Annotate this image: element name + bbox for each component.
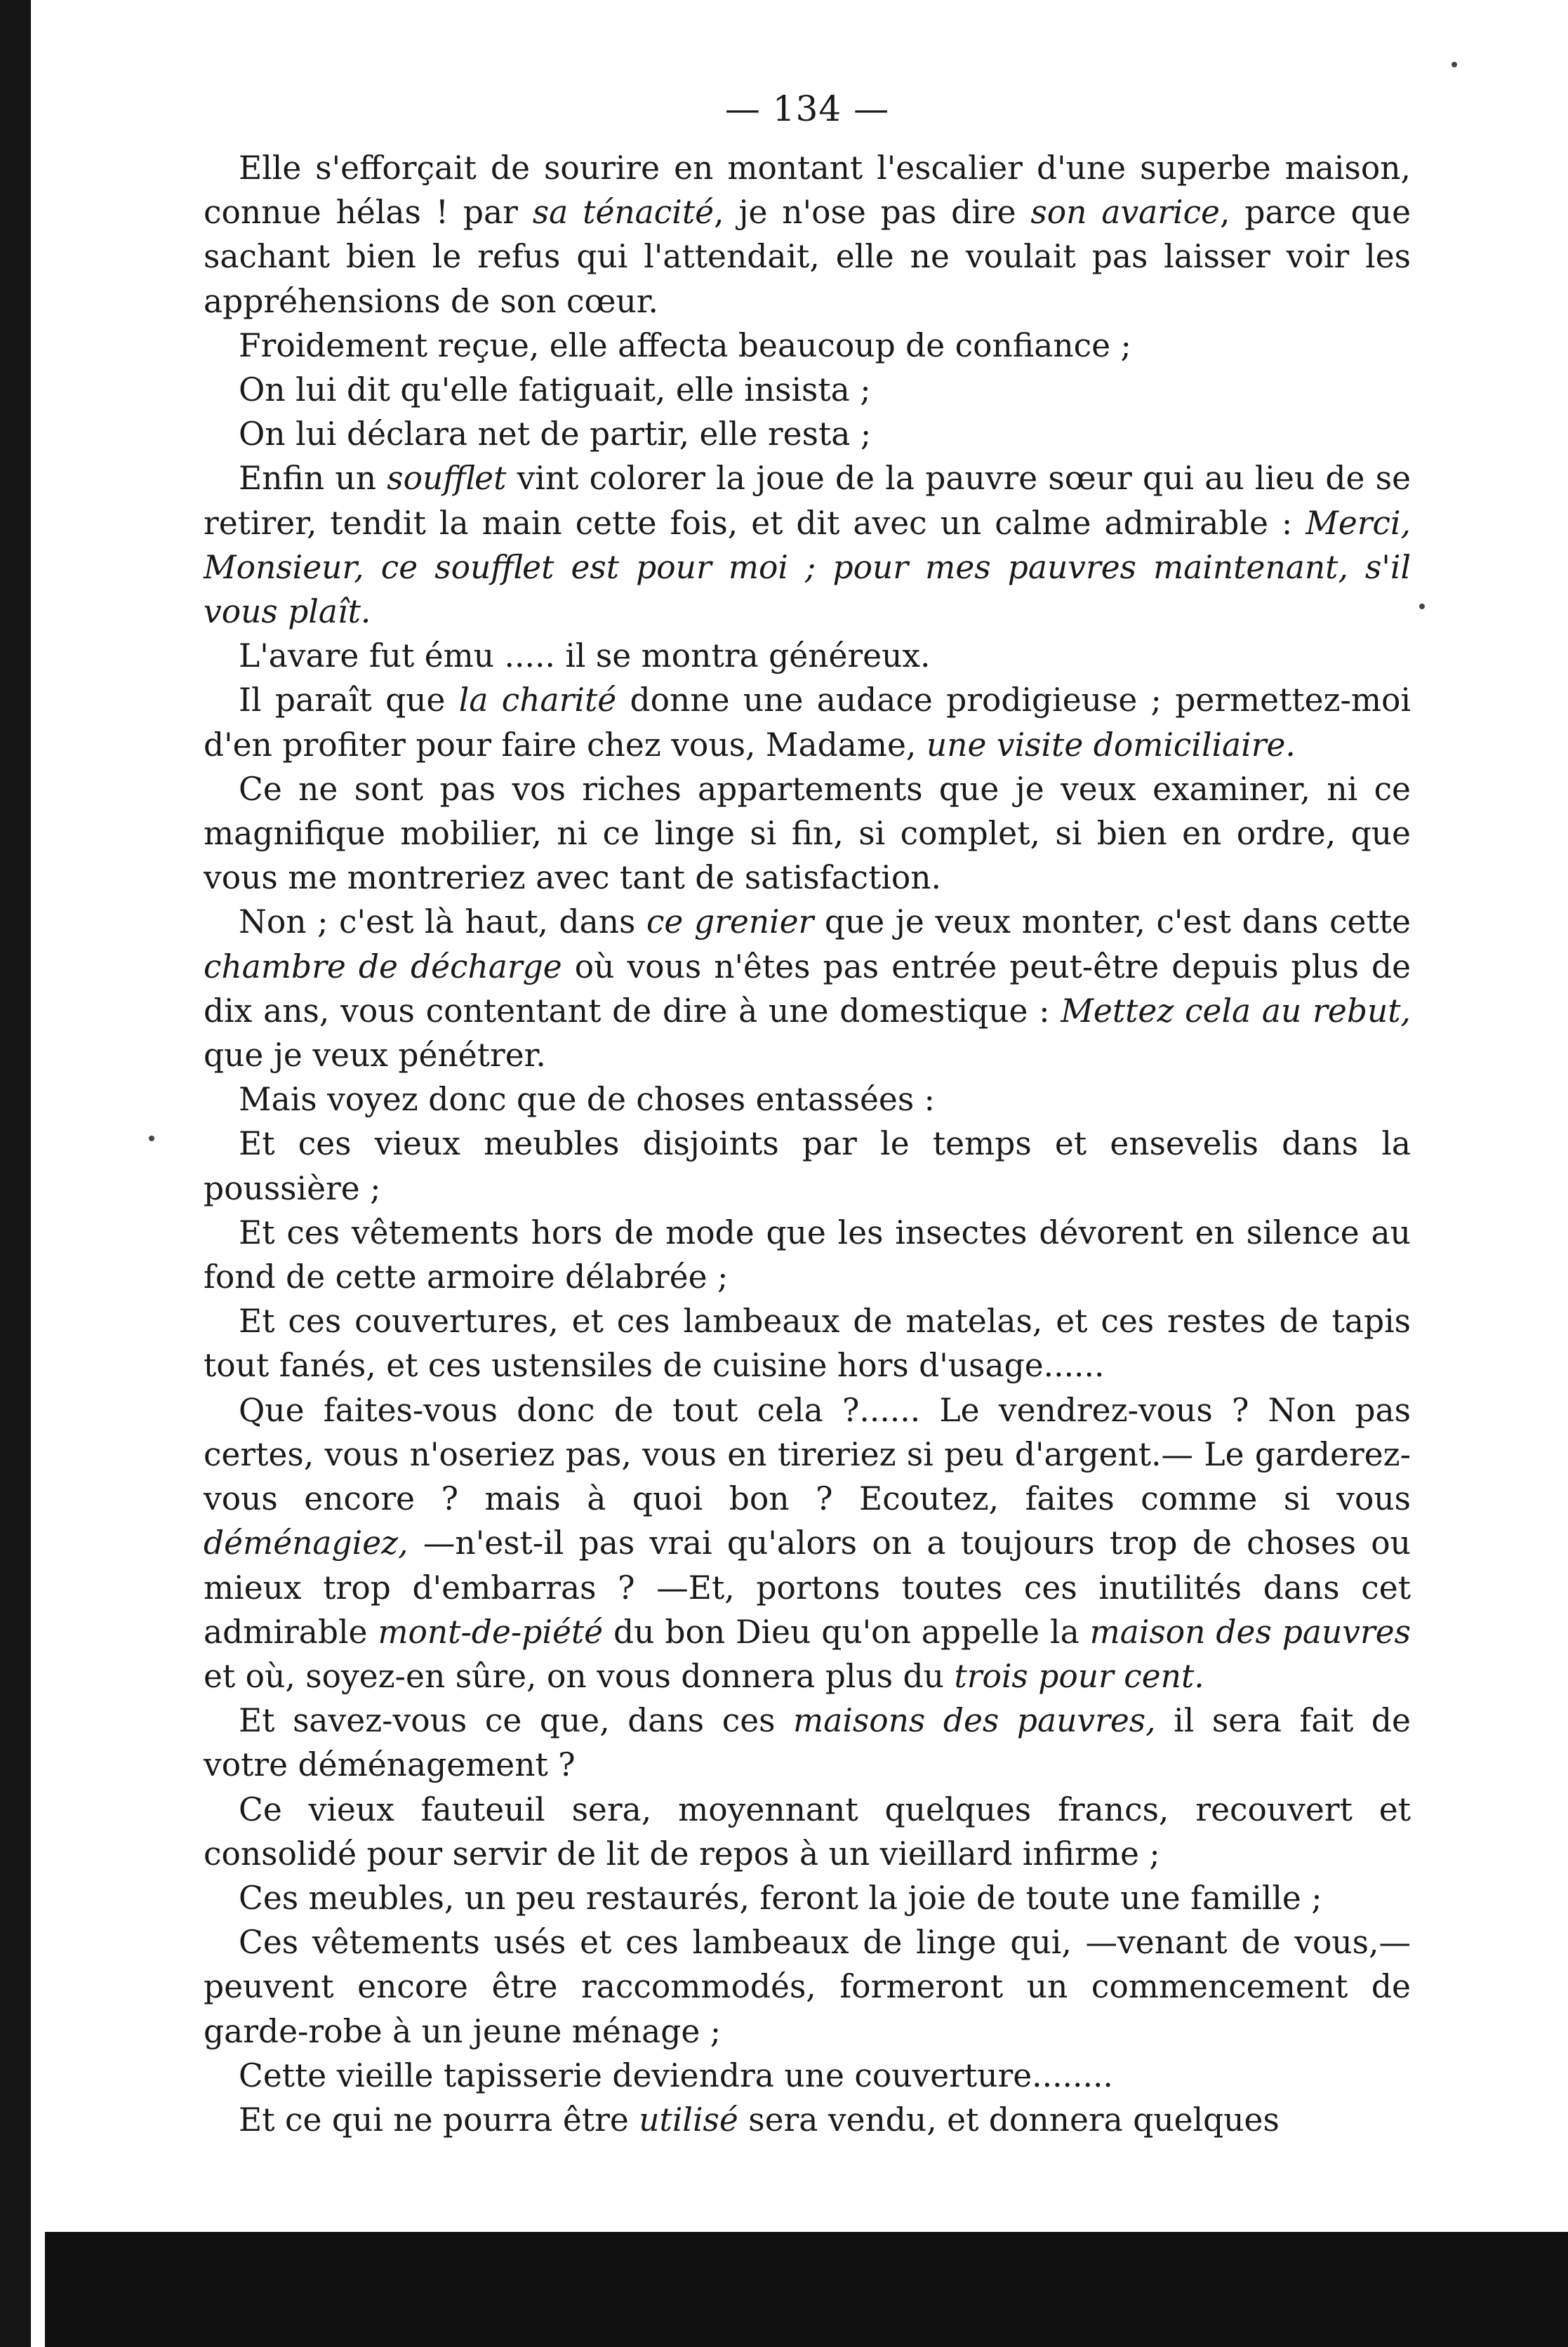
italic-text-run: son avarice xyxy=(1030,194,1220,232)
paragraph xyxy=(204,1876,1411,1920)
text-run: Enfin un xyxy=(239,460,387,498)
italic-text-run: soufflet xyxy=(387,460,507,498)
text-run: —n'est-il pas vrai qu'alors on a toujours trop de choses ou mieux trop d'embarras ? —Et, portons toutes ces inutilités dans cet admirable xyxy=(204,1524,1411,1651)
text-run: où vous n'êtes pas entrée peut-être depuis plus de dix ans, vous contentant de dire à une domestique : xyxy=(204,948,1411,1030)
italic-text-run: déménagiez, xyxy=(204,1524,408,1562)
paragraph xyxy=(204,456,1411,634)
paragraph xyxy=(204,1077,1411,1122)
text-run: que je veux monter, c'est dans cette xyxy=(813,903,1411,941)
text-run: Et savez-vous ce que, dans ces xyxy=(239,1702,794,1740)
paragraph xyxy=(204,2054,1411,2098)
text-run: il sera fait de votre déménagement ? xyxy=(204,1702,1411,1784)
italic-text-run: mont-de-piété xyxy=(378,1613,604,1651)
italic-text-run: Merci, Monsieur, ce soufflet est pour moi ; pour mes pauvres maintenant, s'il vous plaît. xyxy=(204,504,1411,631)
text-run: Non ; c'est là haut, dans xyxy=(239,903,646,941)
text-run: et où, soyez-en sûre, on vous donnera plus du xyxy=(204,1657,955,1695)
italic-text-run: Mettez cela au rebut, xyxy=(1061,992,1411,1030)
text-run: donne une audace prodigieuse ; permettez-moi d'en profiter pour faire chez vous, Madame, xyxy=(204,682,1411,764)
paragraph xyxy=(204,1920,1411,2054)
italic-text-run: utilisé xyxy=(639,2101,738,2139)
page-number: — 134 — xyxy=(724,88,890,129)
text-run: du bon Dieu qu'on appelle la xyxy=(603,1613,1090,1651)
text-run: Que faites-vous donc de tout cela ?...... Le vendrez-vous ? Non pas certes, vous n'oseriez pas, vous en tireriez si peu d'argent.— Le garderez-vous encore ? mais à quoi bon ? Ecoutez, faites comme si vous xyxy=(204,1391,1411,1518)
text-run: vint colorer la joue de la pauvre sœur qui au lieu de se retirer, tendit la main cette fois, et dit avec un calme admirable : xyxy=(204,460,1411,542)
text-run: Et ces vieux meubles disjoints par le temps et ensevelis dans la poussière ; xyxy=(204,1125,1411,1207)
italic-text-run: la charité xyxy=(458,682,617,719)
scan-left-margin-bar xyxy=(0,0,31,2347)
book-page xyxy=(204,84,1411,2142)
paragraph xyxy=(204,2098,1411,2142)
paragraph xyxy=(204,634,1411,678)
paragraph xyxy=(204,1698,1411,1787)
italic-text-run: maison des pauvres xyxy=(1089,1613,1411,1651)
paragraph xyxy=(204,324,1411,368)
paragraph xyxy=(204,1388,1411,1698)
text-run: Ces meubles, un peu restaurés, feront la joie de toute une famille ; xyxy=(239,1879,1322,1917)
italic-text-run: une visite domiciliaire. xyxy=(926,726,1296,764)
text-run: , parce que sachant bien le refus qui l'attendait, elle ne voulait pas laisser voir les appréhensions de son cœur. xyxy=(204,194,1411,320)
scan-bottom-edge-bar xyxy=(45,2232,1568,2347)
italic-text-run: maisons des pauvres, xyxy=(793,1702,1156,1740)
text-run: , je n'ose pas dire xyxy=(714,194,1031,232)
paragraph xyxy=(204,900,1411,1077)
paragraph xyxy=(204,678,1411,766)
scan-speck xyxy=(1419,604,1425,609)
paragraph xyxy=(204,1788,1411,1876)
page-body-text xyxy=(204,146,1411,2142)
italic-text-run: chambre de décharge xyxy=(204,948,562,985)
text-run: On lui déclara net de partir, elle resta ; xyxy=(239,415,872,453)
text-run: que je veux pénétrer. xyxy=(204,1037,546,1075)
text-run: Ces vêtements usés et ces lambeaux de linge qui, —venant de vous,— peuvent encore être raccommodés, formeront un commencement de garde-robe à un jeune ménage ; xyxy=(204,1924,1411,2050)
text-run: sera vendu, et donnera quelques xyxy=(738,2101,1280,2139)
text-run: On lui dit qu'elle fatiguait, elle insista ; xyxy=(239,371,871,409)
text-run: Froidement reçue, elle affecta beaucoup de confiance ; xyxy=(239,326,1131,364)
paragraph xyxy=(204,1299,1411,1388)
text-run: Mais voyez donc que de choses entassées : xyxy=(239,1081,935,1119)
text-run: Elle s'efforçait de sourire en montant l'escalier d'une superbe maison, connue hélas ! par xyxy=(204,149,1411,232)
scan-speck xyxy=(1451,62,1457,67)
text-run: Et ce qui ne pourra être xyxy=(239,2101,639,2139)
paragraph xyxy=(204,1211,1411,1299)
paragraph xyxy=(204,368,1411,412)
text-run: Et ces couvertures, et ces lambeaux de matelas, et ces restes de tapis tout fanés, et ces ustensiles de cuisine hors d'usage...... xyxy=(204,1303,1411,1385)
paragraph xyxy=(204,146,1411,324)
text-run: Et ces vêtements hors de mode que les insectes dévorent en silence au fond de cette armoire délabrée ; xyxy=(204,1214,1411,1296)
paragraph xyxy=(204,767,1411,900)
text-run: Ce ne sont pas vos riches appartements que je veux examiner, ni ce magnifique mobilier, ni ce linge si fin, si complet, si bien en ordre, que vous me montreriez avec tant de satisfaction. xyxy=(204,770,1411,897)
text-run: L'avare fut ému ..... il se montra généreux. xyxy=(239,637,931,675)
paragraph xyxy=(204,412,1411,456)
text-run: Ce vieux fauteuil sera, moyennant quelques francs, recouvert et consolidé pour servir de lit de repos à un vieillard infirme ; xyxy=(204,1790,1411,1873)
scan-speck xyxy=(149,1136,154,1141)
paragraph xyxy=(204,1122,1411,1210)
italic-text-run: trois pour cent. xyxy=(954,1657,1204,1695)
italic-text-run: sa ténacité xyxy=(532,194,715,232)
text-run: Cette vieille tapisserie deviendra une couverture........ xyxy=(239,2056,1113,2094)
italic-text-run: ce grenier xyxy=(646,903,814,941)
text-run: Il paraît que xyxy=(239,682,459,719)
